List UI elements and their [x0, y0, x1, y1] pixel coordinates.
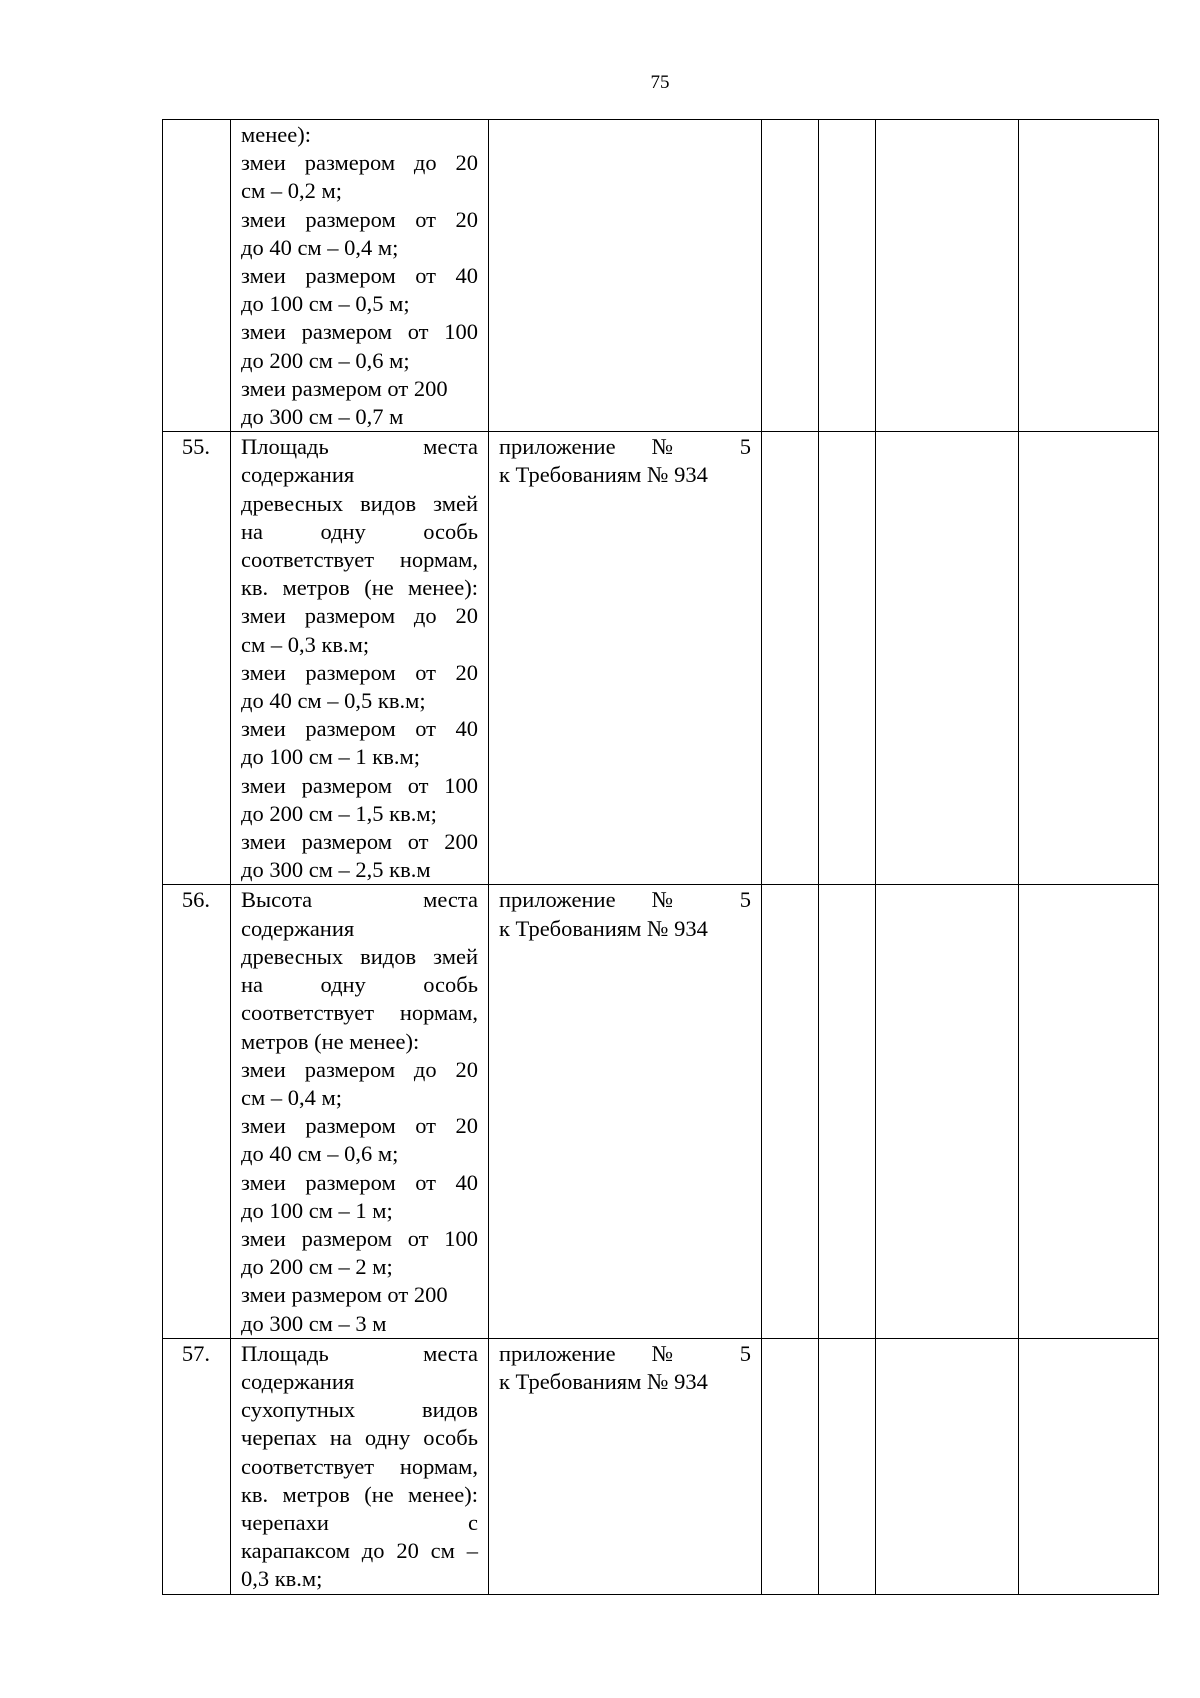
reference-line: приложение № 5 — [499, 887, 751, 913]
requirement-text-cell — [231, 1338, 489, 1594]
text-line: черепах на одну особь — [241, 1425, 478, 1451]
text-line: кв. метров (не менее): — [241, 575, 478, 601]
text-line: змеи размером от 200 — [241, 829, 478, 855]
text-line: 0,3 кв.м; — [241, 1566, 323, 1592]
text-line: карапаксом до 20 см – — [241, 1538, 478, 1564]
text-line: черепахи с — [241, 1509, 478, 1535]
row-number-cell — [163, 120, 231, 432]
text-line: содержания — [241, 1368, 355, 1394]
text-line: содержания — [241, 462, 355, 488]
text-line: до 200 см – 1,5 кв.м; — [241, 800, 437, 826]
requirement-text-cell — [231, 432, 489, 885]
reference-cell — [489, 1338, 762, 1594]
text-line: до 40 см – 0,6 м; — [241, 1141, 399, 1167]
empty-cell — [819, 1338, 876, 1594]
text-line: змеи размером от 20 — [241, 206, 478, 232]
text-line: змеи размером от 100 — [241, 772, 478, 798]
empty-cell — [876, 1338, 1019, 1594]
text-line: до 200 см – 2 м; — [241, 1254, 393, 1280]
text-line: до 200 см – 0,6 м; — [241, 347, 410, 373]
text-line: до 100 см – 0,5 м; — [241, 291, 410, 317]
reference-line: к Требованиям № 934 — [499, 1368, 708, 1394]
table-row — [163, 432, 1159, 885]
text-line: до 100 см – 1 кв.м; — [241, 744, 420, 770]
empty-cell — [819, 885, 876, 1338]
text-line: змеи размером от 20 — [241, 659, 478, 685]
text-line: кв. метров (не менее): — [241, 1481, 478, 1507]
empty-cell — [819, 120, 876, 432]
text-line: до 300 см – 0,7 м — [241, 404, 404, 430]
text-line: змеи размером от 20 — [241, 1113, 478, 1139]
table-row — [163, 1338, 1159, 1594]
text-line: содержания — [241, 915, 355, 941]
page-number: 75 — [650, 72, 670, 93]
text-line: см – 0,2 м; — [241, 178, 342, 204]
empty-cell — [1019, 885, 1159, 1338]
requirement-text-cell — [231, 120, 489, 432]
text-line: змеи размером до 20 — [241, 150, 478, 176]
text-line: соответствует нормам, — [241, 1000, 478, 1026]
text-line: змеи размером от 100 — [241, 319, 478, 345]
text-line: змеи размером от 100 — [241, 1225, 478, 1251]
empty-cell — [762, 432, 819, 885]
text-line: Площадь места — [241, 434, 478, 460]
reference-line: приложение № 5 — [499, 434, 751, 460]
text-line: до 300 см – 3 м — [241, 1310, 387, 1336]
text-line: змеи размером до 20 — [241, 603, 478, 629]
text-line: змеи размером от 40 — [241, 1169, 478, 1195]
row-number-cell: 56. — [163, 885, 231, 1338]
text-line: Высота места — [241, 887, 478, 913]
text-line: до 40 см – 0,5 кв.м; — [241, 688, 426, 714]
reference-line: к Требованиям № 934 — [499, 915, 708, 941]
reference-cell — [489, 885, 762, 1338]
empty-cell — [876, 432, 1019, 885]
empty-cell — [762, 120, 819, 432]
text-line: сухопутных видов — [241, 1397, 478, 1423]
text-line: на одну особь — [241, 972, 478, 998]
text-line: Площадь места — [241, 1340, 478, 1366]
reference-line: к Требованиям № 934 — [499, 462, 708, 488]
empty-cell — [876, 885, 1019, 1338]
reference-cell — [489, 432, 762, 885]
table-row — [163, 885, 1159, 1338]
text-line: до 40 см – 0,4 м; — [241, 234, 399, 260]
text-line: змеи размером от 200 — [241, 375, 448, 401]
reference-cell — [489, 120, 762, 432]
text-line: змеи размером от 200 — [241, 1282, 448, 1308]
requirements-table — [162, 119, 1159, 1595]
text-line: до 300 см – 2,5 кв.м — [241, 857, 431, 883]
text-line: древесных видов змей — [241, 943, 478, 969]
text-line: соответствует нормам, — [241, 1453, 478, 1479]
text-line: соответствует нормам, — [241, 547, 478, 573]
empty-cell — [1019, 120, 1159, 432]
empty-cell — [876, 120, 1019, 432]
text-line: змеи размером от 40 — [241, 263, 478, 289]
reference-line: приложение № 5 — [499, 1340, 751, 1366]
text-line: змеи размером до 20 — [241, 1056, 478, 1082]
text-line: до 100 см – 1 м; — [241, 1197, 393, 1223]
empty-cell — [762, 885, 819, 1338]
row-number-cell: 55. — [163, 432, 231, 885]
text-line: змеи размером от 40 — [241, 716, 478, 742]
empty-cell — [819, 432, 876, 885]
text-line: метров (не менее): — [241, 1028, 420, 1054]
empty-cell — [1019, 432, 1159, 885]
text-line: менее): — [241, 122, 311, 147]
text-line: см – 0,3 кв.м; — [241, 631, 370, 657]
row-number-cell: 57. — [163, 1338, 231, 1594]
requirement-text-cell — [231, 885, 489, 1338]
empty-cell — [762, 1338, 819, 1594]
text-line: на одну особь — [241, 518, 478, 544]
text-line: см – 0,4 м; — [241, 1084, 342, 1110]
text-line: древесных видов змей — [241, 490, 478, 516]
table-row — [163, 120, 1159, 432]
empty-cell — [1019, 1338, 1159, 1594]
